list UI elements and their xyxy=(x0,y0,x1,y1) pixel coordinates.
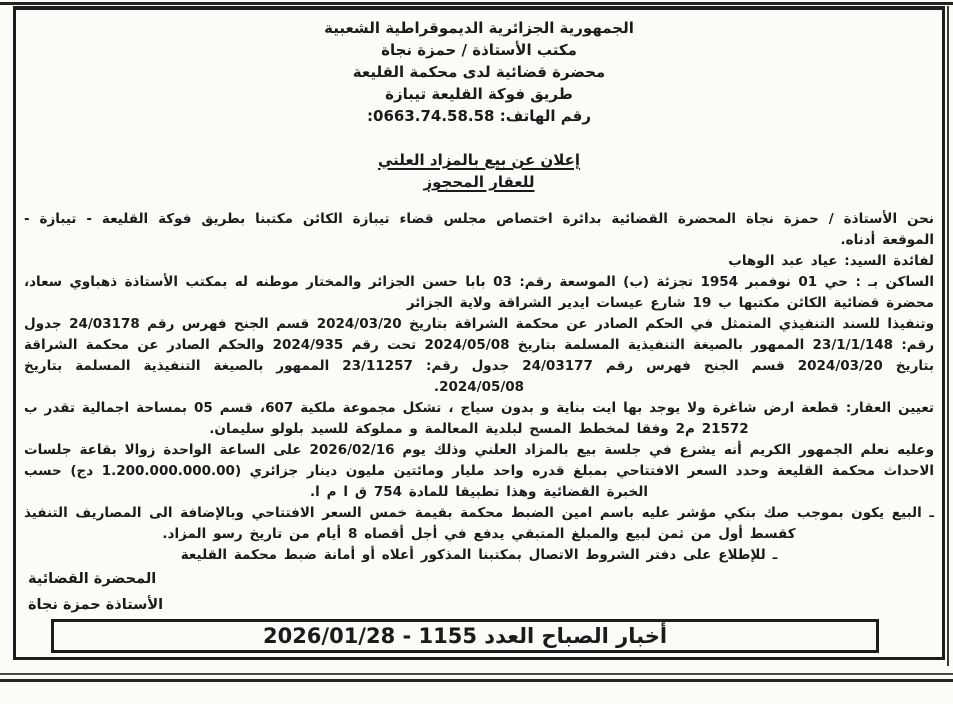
paragraph-payment-terms: ـ البيع يكون بموجب صك بنكي مؤشر عليه باسم امين الضبط محكمة بقيمة خمس السعر الافتتاحي وبالإضافة الى المصاريف التنفيذ كقسط أول من ثمن لبيع والمبلغ المتبقي يدفع في أجل أقصاه 8 أيام من تاريخ رسو المزاد. xyxy=(24,505,934,542)
notice-title-line-2: للعقار المحجوز xyxy=(423,173,535,191)
letterhead-address: طريق فوكة القليعة تيبازة xyxy=(385,85,573,103)
paragraph-property: تعيين العقار: قطعة ارض شاغرة ولا يوجد بها ايت بناية و بدون سياج ، تشكل مجموعة ملكية 607، قسم 05 بمساحة اجمالية تقدر ب 21572 م2 وفقا لمخطط المسح لبلدية المعالمة و مملوكة للسيد بلولو سليمان. xyxy=(24,400,935,437)
notice-title-line-1: إعلان عن بيع بالمزاد العلني xyxy=(377,151,580,169)
letterhead xyxy=(24,17,934,127)
notice-title xyxy=(24,149,934,193)
signature-role: المحضرة القضائية xyxy=(28,571,157,587)
notice-border-box xyxy=(13,6,945,660)
notice-body xyxy=(24,209,934,566)
paragraph-auction-terms: وعليه نعلم الجمهور الكريم أنه يشرع في جلسة بيع بالمزاد العلني وذلك يوم 2026/02/16 على الساعة الواحدة زوالا بقاعة جلسات الاحداث محكمة القليعة وحدد السعر الافتتاحي بمبلغ قدره واحد مليار ومائتين مليون دينار جزائري (1.200.000.000.00 دج) حسب الخبرة القضائية وهذا تطبيقا للمادة 754 ق ا م ا. xyxy=(24,442,934,500)
letterhead-phone: رقم الهاتف: 0663.74.58.58: xyxy=(367,107,591,125)
signature-block xyxy=(28,566,163,618)
letterhead-office: مكتب الأستاذة / حمزة نجاة xyxy=(381,41,577,59)
paragraph-conditions: ـ للإطلاع على دفتر الشروط الاتصال بمكتبنا المذكور أعلاه أو أمانة ضبط محكمة القليعة xyxy=(180,547,778,563)
paragraph-residence: الساكن بـ : حي 01 نوفمبر 1954 تجزئة (ب) الموسعة رقم: 03 بابا حسن الجزائر والمختار موطنه له بمكتب الأستاذة ذهباوي سعاد، محضرة قضائية الكائن مكتبها ب 19 شارع عيسات ايدير الشراقة ولاية الجزائر xyxy=(24,274,934,311)
scan-edge-line xyxy=(947,6,949,666)
letterhead-bailiff-title: محضرة قضائية لدى محكمة القليعة xyxy=(352,63,606,81)
paragraph-writ: وتنفيذا للسند التنفيذي المتمثل في الحكم الصادر عن محكمة الشراقة بتاريخ 2024/03/20 قسم الجنح فهرس رقم 24/03178 جدول رقم: 23/1/1/148 الممهور بالصيغة التنفيذية المسلمة بتاريخ 2024/05/08 تحت رقم 2024/935 والحكم الصادر عن محكمة الشراقة بتاريخ 2024/03/20 قسم الجنح فهرس رقم 24/03177 جدول رقم: 23/11257 الممهور بالصيغة التنفيذية المسلمة بتاريخ 2024/05/08. xyxy=(24,316,934,395)
newspaper-issue-box xyxy=(51,619,879,653)
paragraph-intro: نحن الأستاذة / حمزة نجاة المحضرة القضائية بدائرة اختصاص مجلس قضاء تيبازة الكائن مكتبنا بطريق فوكة القليعة - تيبازة - الموقعة أدناه. xyxy=(24,211,934,248)
top-horizontal-rule xyxy=(0,2,953,5)
signature-name: الأستاذة حمزة نجاة xyxy=(28,597,164,613)
newspaper-issue-text: أخبار الصباح العدد 1155 ‏- 2026/01/28 xyxy=(262,624,668,648)
letterhead-republic: الجمهورية الجزائرية الديموقراطية الشعبية xyxy=(324,19,634,37)
paragraph-beneficiary: لفائدة السيد: عياد عبد الوهاب xyxy=(728,253,934,269)
bottom-double-rule xyxy=(0,673,953,682)
